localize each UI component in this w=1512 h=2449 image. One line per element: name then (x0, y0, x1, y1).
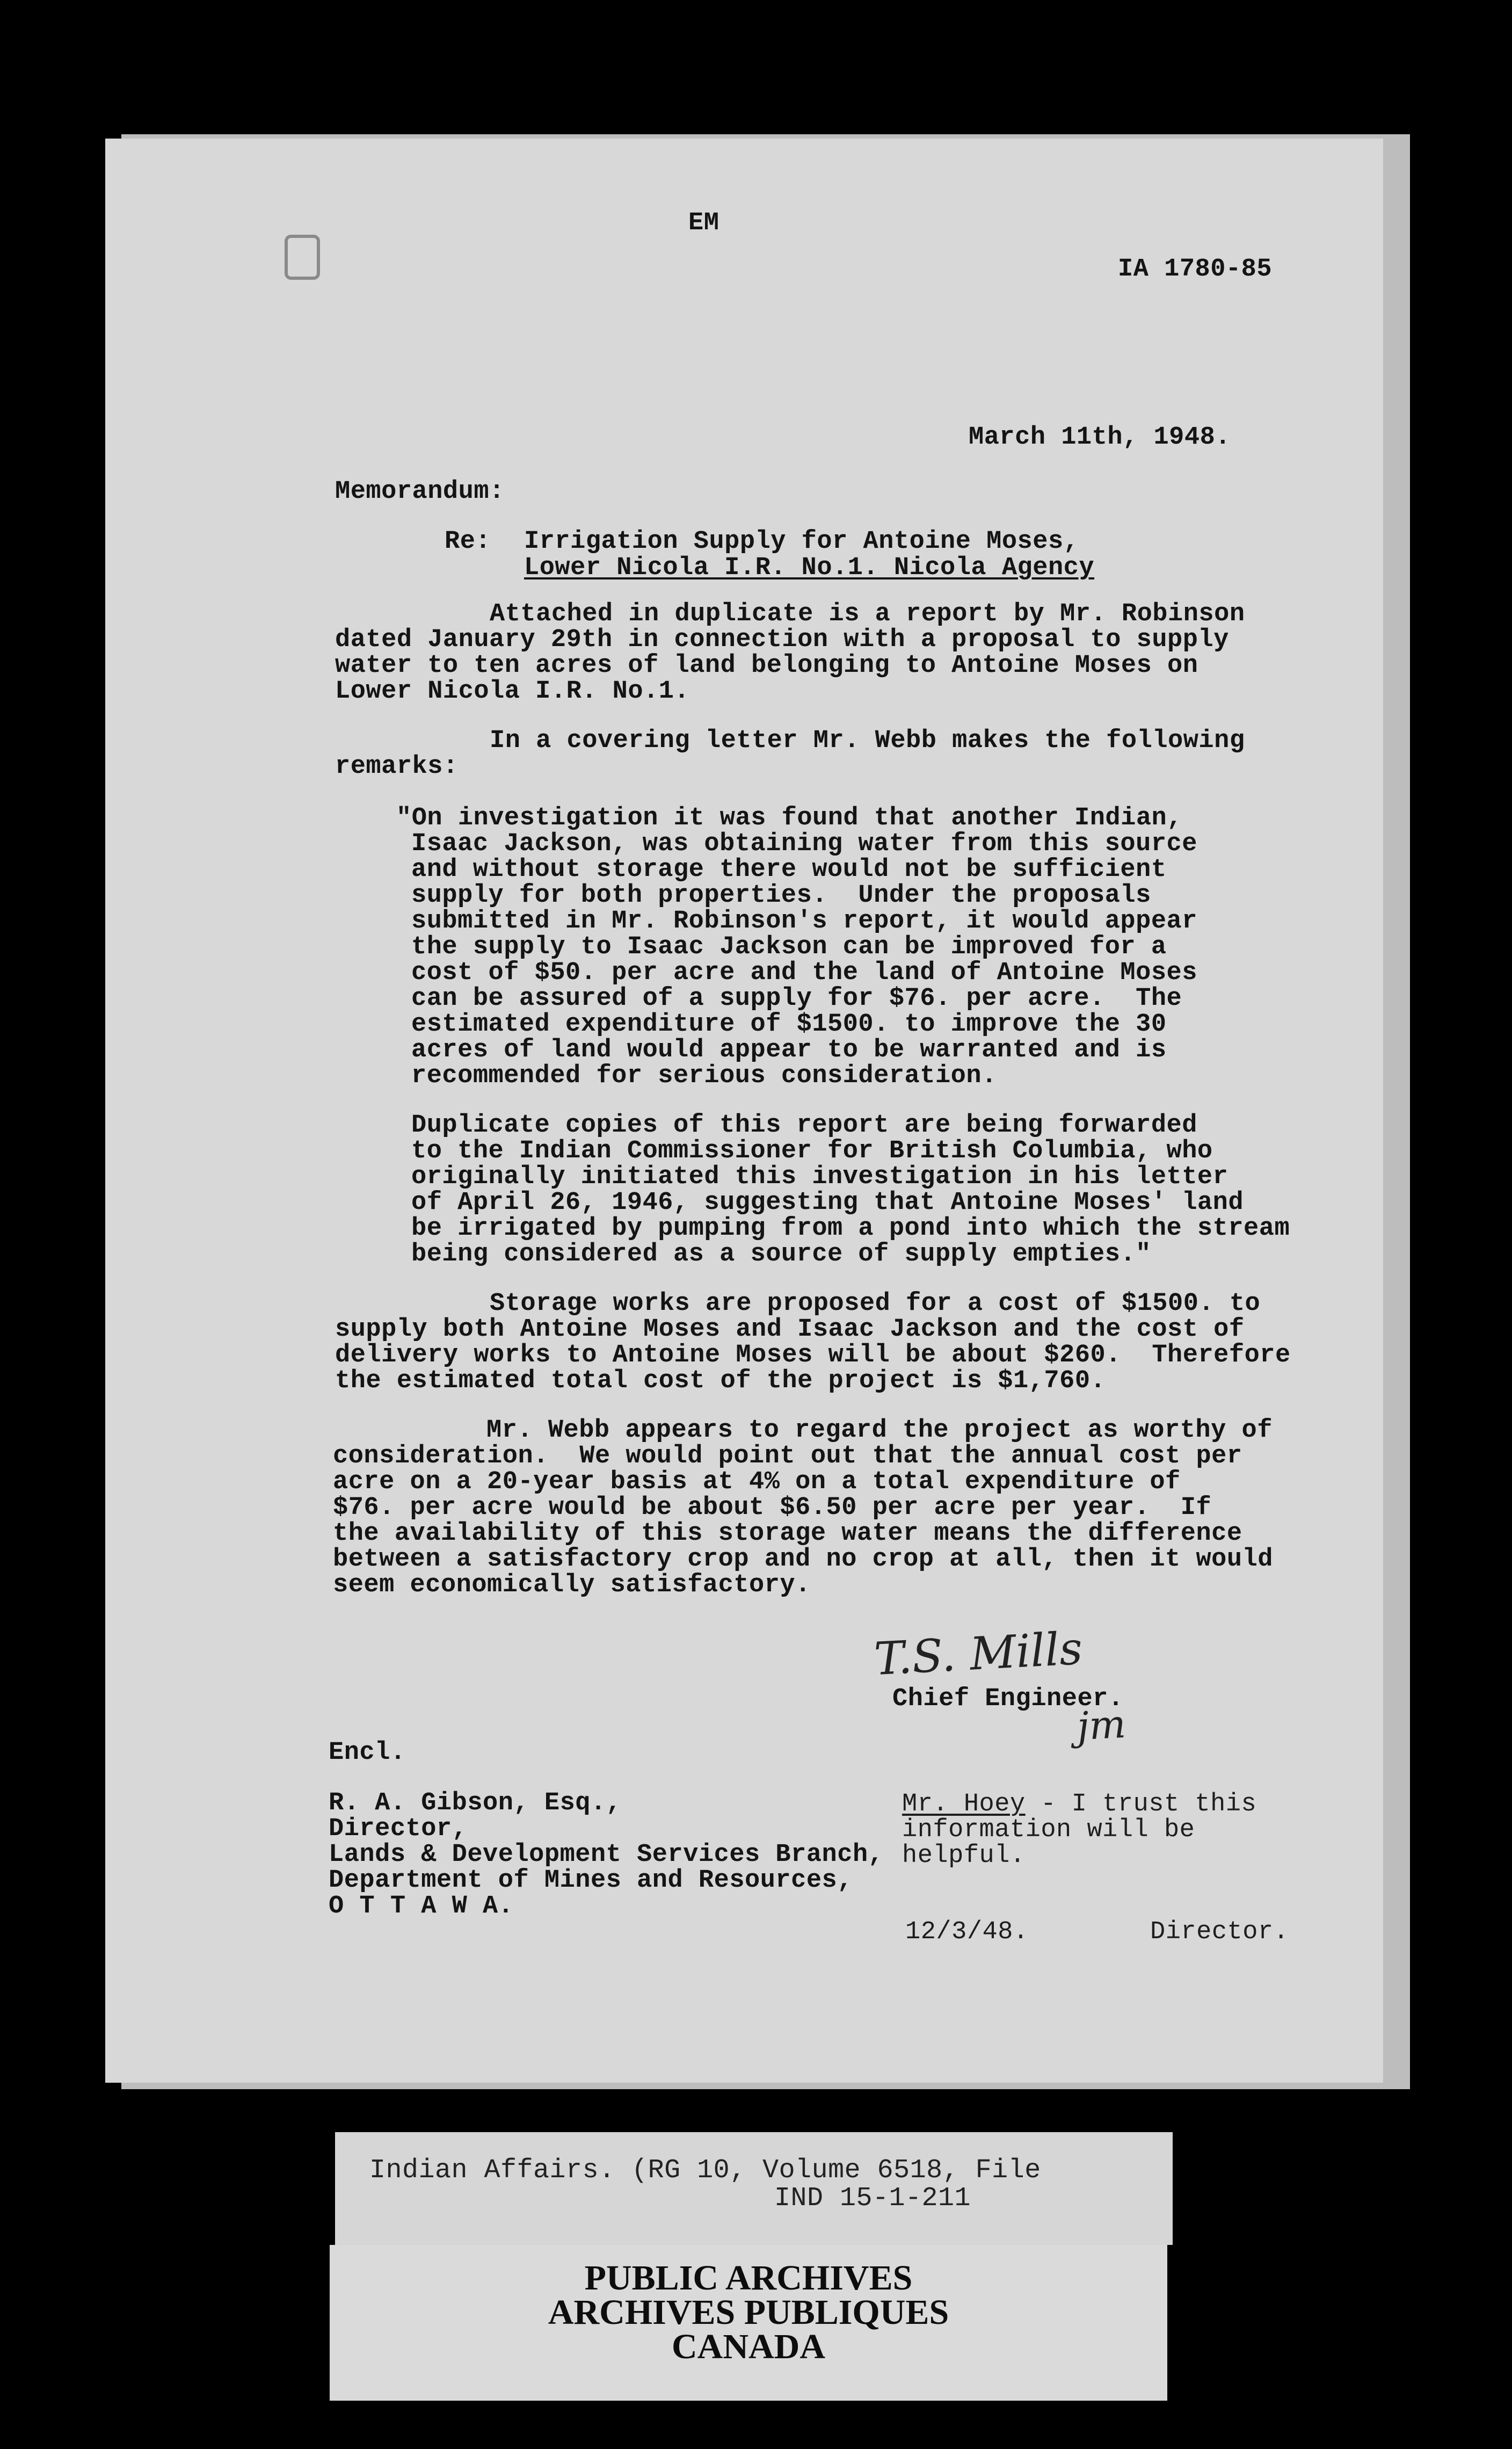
signer-title: Chief Engineer. (892, 1685, 1124, 1713)
quote1-line-7: cost of $50. per acre and the land of Antoine Moses (411, 959, 1197, 987)
quote1-line-4: supply for both properties. Under the proposals (411, 881, 1151, 910)
re-line-2: Lower Nicola I.R. No.1. Nicola Agency (524, 554, 1095, 582)
para1-line-1: Attached in duplicate is a report by Mr. Robinson (490, 600, 1245, 628)
enclosure-label: Encl. (329, 1738, 406, 1767)
quote1-line-3: and without storage there would not be sufficient (411, 856, 1167, 884)
para1-line-2: dated January 29th in connection with a proposal to supply (335, 626, 1229, 654)
quote2-line-6: being considered as a source of supply empties." (411, 1240, 1151, 1269)
re-line-1: Irrigation Supply for Antoine Moses, (524, 527, 1079, 556)
note-recipient: Mr. Hoey (902, 1790, 1026, 1818)
para3-line-4: the estimated total cost of the project is $1,760. (335, 1367, 1106, 1395)
addressee-line-2: Director, (329, 1815, 468, 1843)
para2-line-2: remarks: (335, 752, 459, 781)
para1-line-4: Lower Nicola I.R. No.1. (335, 677, 690, 706)
quote2-line-2: to the Indian Commissioner for British Columbia, who (411, 1137, 1213, 1165)
file-reference: IA 1780-85 (1118, 255, 1273, 284)
para4-line-6: between a satisfactory crop and no crop at all, then it would (333, 1545, 1273, 1574)
para4-line-5: the availability of this storage water means the difference (333, 1519, 1242, 1548)
note-line-2: information will be (902, 1816, 1195, 1844)
note-line-3: helpful. (902, 1842, 1026, 1870)
handwritten-initials: jm (1075, 1701, 1127, 1749)
para3-line-2: supply both Antoine Moses and Isaac Jackson and the cost of (335, 1315, 1245, 1344)
quote2-line-3: originally initiated this investigation in his letter (411, 1163, 1229, 1191)
para4-line-2: consideration. We would point out that the annual cost per (333, 1442, 1242, 1470)
quote2-line-5: be irrigated by pumping from a pond into which the stream (411, 1214, 1290, 1243)
quote1-line-10: acres of land would appear to be warranted and is (411, 1036, 1167, 1064)
para2-line-1: In a covering letter Mr. Webb makes the following (490, 727, 1245, 755)
quote1-line-6: the supply to Isaac Jackson can be improved for a (411, 933, 1167, 961)
quote2-line-4: of April 26, 1946, suggesting that Antoine Moses' land (411, 1189, 1244, 1217)
archive-reference-slip (335, 2132, 1173, 2245)
para3-line-1: Storage works are proposed for a cost of $1500. to (490, 1289, 1261, 1318)
handwritten-signature: T.S. Mills (873, 1621, 1084, 1686)
note-line-1-text: - I trust this (1025, 1790, 1257, 1818)
quote1-line-11: recommended for serious consideration. (411, 1062, 997, 1090)
quote1-line-1: "On investigation it was found that another Indian, (396, 804, 1182, 832)
quote1-line-9: estimated expenditure of $1500. to improve the 30 (411, 1010, 1167, 1039)
para3-line-3: delivery works to Antoine Moses will be about $260. Therefore (335, 1341, 1291, 1370)
note-date: 12/3/48. (905, 1918, 1029, 1946)
para4-line-7: seem economically satisfactory. (333, 1571, 811, 1599)
addressee-line-5: O T T A W A. (329, 1892, 514, 1921)
quote1-line-2: Isaac Jackson, was obtaining water from this source (411, 830, 1197, 858)
punch-hole (285, 235, 320, 280)
memo-salutation: Memorandum: (335, 477, 505, 506)
quote1-line-5: submitted in Mr. Robinson's report, it would appear (411, 907, 1197, 936)
archive-stamp-line-1: PUBLIC ARCHIVES (584, 2258, 913, 2298)
quote1-line-8: can be assured of a supply for $76. per acre. The (411, 984, 1182, 1013)
archive-label-line-2: IND 15-1-211 (774, 2183, 971, 2214)
para4-line-3: acre on a 20-year basis at 4% on a total expenditure of (333, 1468, 1181, 1496)
quote2-line-1: Duplicate copies of this report are being forwarded (411, 1111, 1197, 1140)
memo-date: March 11th, 1948. (969, 423, 1231, 452)
para4-line-4: $76. per acre would be about $6.50 per acre per year. If (333, 1494, 1212, 1522)
note-signature-title: Director. (1150, 1918, 1289, 1946)
para4-line-1: Mr. Webb appears to regard the project as worthy of (486, 1416, 1273, 1445)
addressee-line-3: Lands & Development Services Branch, (329, 1841, 884, 1869)
note-line-1 (902, 1792, 1256, 1817)
top-mark: EM (688, 209, 719, 237)
re-label: Re: (445, 527, 491, 556)
archive-stamp-line-2: ARCHIVES PUBLIQUES (548, 2293, 949, 2332)
para1-line-3: water to ten acres of land belonging to Antoine Moses on (335, 651, 1198, 680)
archive-stamp-line-3: CANADA (672, 2327, 825, 2366)
archive-stamp-slip (330, 2245, 1167, 2401)
addressee-line-4: Department of Mines and Resources, (329, 1866, 853, 1895)
archive-label-line-1: Indian Affairs. (RG 10, Volume 6518, File (369, 2155, 1041, 2186)
addressee-line-1: R. A. Gibson, Esq., (329, 1789, 622, 1817)
